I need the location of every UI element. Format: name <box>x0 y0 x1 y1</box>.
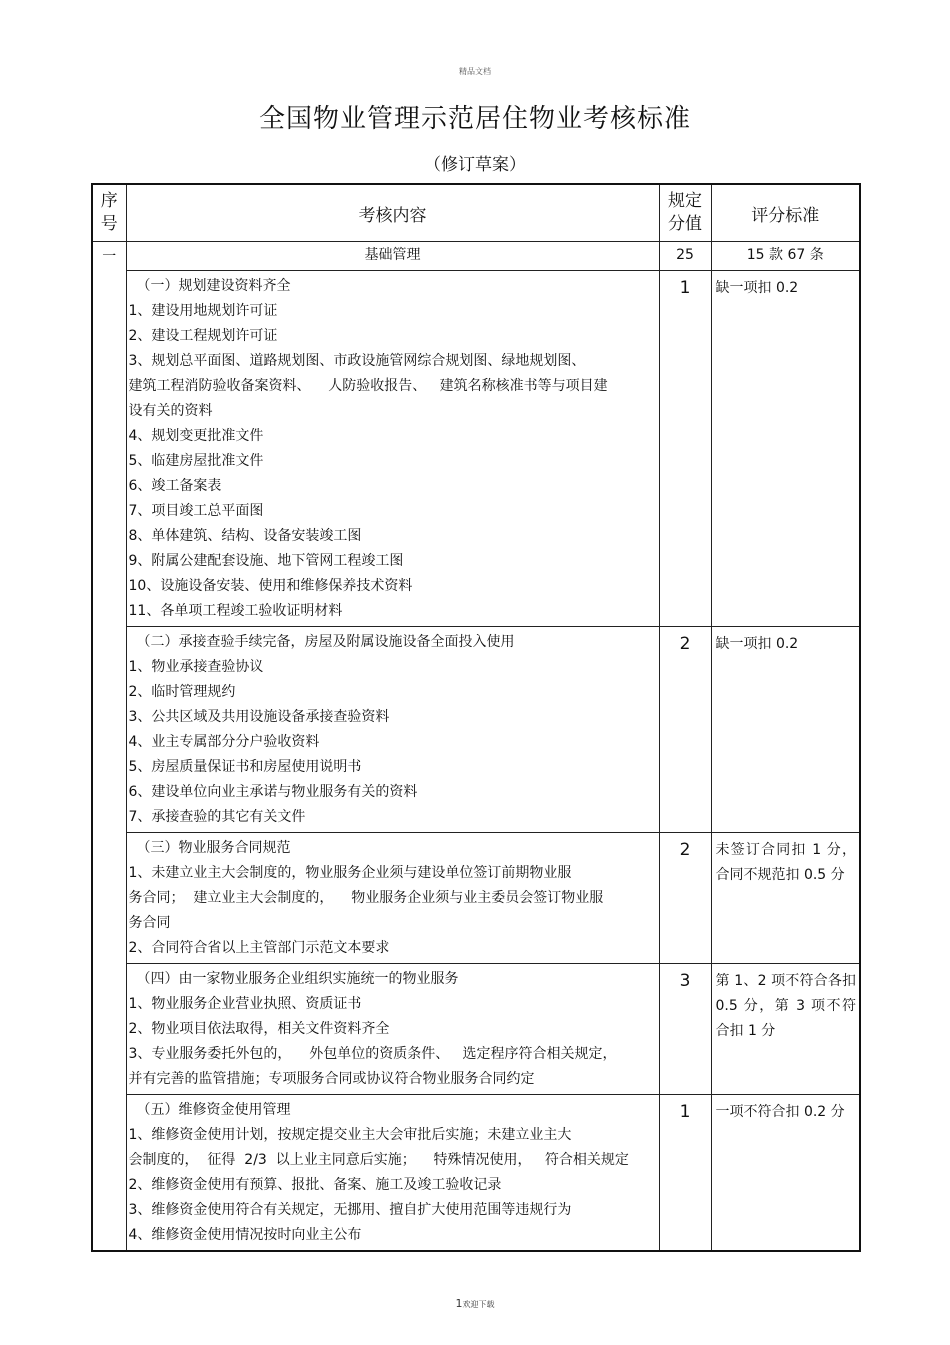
section-item: 6、建设单位向业主承诺与物业服务有关的资料 <box>128 784 418 800</box>
section-item: 建筑工程消防验收备案资料、 人防验收报告、 建筑名称核准书等与项目建 <box>128 378 608 394</box>
section-item: 4、规划变更批准文件 <box>128 428 264 444</box>
section-content <box>126 964 659 1095</box>
header-seq: 序号 <box>92 184 126 242</box>
category-title: 基础管理 <box>126 242 659 271</box>
seq-cell: 一 <box>92 242 126 1252</box>
section-item: 1、建设用地规划许可证 <box>128 303 278 319</box>
section-standard: 未签订合同扣 1 分，合同不规范扣 0.5 分 <box>711 833 860 964</box>
section-item: 7、项目竣工总平面图 <box>128 503 264 519</box>
section-item: 1、维修资金使用计划，按规定提交业主大会审批后实施；未建立业主大 <box>128 1127 572 1143</box>
section-item: 2、临时管理规约 <box>128 684 236 700</box>
section-score: 3 <box>659 964 711 1095</box>
table-row <box>92 833 860 964</box>
section-item: 4、业主专属部分分户验收资料 <box>128 734 320 750</box>
section-content <box>126 627 659 833</box>
section-title: （一）规划建设资料齐全 <box>136 278 291 294</box>
section-score: 2 <box>659 627 711 833</box>
section-item: 务合同； 建立业主大会制度的， 物业服务企业须与业主委员会签订物业服 <box>128 890 604 906</box>
section-item: 4、维修资金使用情况按时向业主公布 <box>128 1227 362 1243</box>
section-standard: 缺一项扣 0.2 <box>711 271 860 627</box>
header-standard: 评分标准 <box>711 184 860 242</box>
section-item: 会制度的， 征得 2/3 以上业主同意后实施； 特殊情况使用， 符合相关规定 <box>128 1152 629 1168</box>
section-item: 7、承接查验的其它有关文件 <box>128 809 306 825</box>
section-item: 1、物业服务企业营业执照、资质证书 <box>128 996 362 1012</box>
page-number: 1 <box>455 1297 463 1310</box>
section-item: 务合同 <box>128 915 171 931</box>
footer-text: 欢迎下载 <box>462 1300 495 1309</box>
section-item: 2、维修资金使用有预算、报批、备案、施工及竣工验收记录 <box>128 1177 502 1193</box>
table-row <box>92 964 860 1095</box>
page-footer <box>0 1297 950 1310</box>
section-content <box>126 833 659 964</box>
section-content <box>126 271 659 627</box>
section-item: 设有关的资料 <box>128 403 213 419</box>
document-title: 全国物业管理示范居住物业考核标准 <box>258 104 691 134</box>
table-header-row <box>92 184 860 242</box>
table-row <box>92 271 860 627</box>
section-title: （二）承接查验手续完备，房屋及附属设施设备全面投入使用 <box>136 634 515 650</box>
section-item: 8、单体建筑、结构、设备安装竣工图 <box>128 528 362 544</box>
section-item: 并有完善的监管措施；专项服务合同或协议符合物业服务合同约定 <box>128 1071 535 1087</box>
section-item: 2、物业项目依法取得，相关文件资料齐全 <box>128 1021 390 1037</box>
document-subtitle: （修订草案） <box>424 155 526 175</box>
section-item: 3、专业服务委托外包的， 外包单位的资质条件、 选定程序符合相关规定， <box>128 1046 617 1062</box>
section-score: 1 <box>659 271 711 627</box>
table-row <box>92 627 860 833</box>
assessment-table <box>91 183 861 1252</box>
header-content: 考核内容 <box>126 184 659 242</box>
section-item: 2、合同符合省以上主管部门示范文本要求 <box>128 940 390 956</box>
section-standard: 缺一项扣 0.2 <box>711 627 860 833</box>
section-title: （五）维修资金使用管理 <box>136 1102 291 1118</box>
section-item: 11、各单项工程竣工验收证明材料 <box>128 603 343 619</box>
section-standard: 第 1、2 项不符合各扣 0.5 分，第 3 项不符合扣 1 分 <box>711 964 860 1095</box>
section-item: 10、设施设备安装、使用和维修保养技术资料 <box>128 578 413 594</box>
section-item: 1、物业承接查验协议 <box>128 659 264 675</box>
section-title: （四）由一家物业服务企业组织实施统一的物业服务 <box>136 971 459 987</box>
section-item: 3、规划总平面图、道路规划图、市政设施管网综合规划图、绿地规划图、 <box>128 353 586 369</box>
header-score: 规定分值 <box>659 184 711 242</box>
category-standard: 15 款 67 条 <box>711 242 860 271</box>
section-item: 3、维修资金使用符合有关规定，无挪用、擅自扩大使用范围等违规行为 <box>128 1202 572 1218</box>
section-item: 2、建设工程规划许可证 <box>128 328 278 344</box>
section-standard: 一项不符合扣 0.2 分 <box>711 1095 860 1252</box>
section-title: （三）物业服务合同规范 <box>136 840 291 856</box>
section-item: 6、竣工备案表 <box>128 478 222 494</box>
section-score: 1 <box>659 1095 711 1252</box>
section-item: 9、附属公建配套设施、地下管网工程竣工图 <box>128 553 404 569</box>
section-item: 1、未建立业主大会制度的，物业服务企业须与建设单位签订前期物业服 <box>128 865 572 881</box>
table-row-basic <box>92 242 860 271</box>
section-item: 5、临建房屋批准文件 <box>128 453 264 469</box>
section-content <box>126 1095 659 1252</box>
category-score: 25 <box>659 242 711 271</box>
section-score: 2 <box>659 833 711 964</box>
section-item: 3、公共区域及共用设施设备承接查验资料 <box>128 709 390 725</box>
section-item: 5、房屋质量保证书和房屋使用说明书 <box>128 759 362 775</box>
table-row <box>92 1095 860 1252</box>
header-watermark: 精品文档 <box>459 67 491 76</box>
